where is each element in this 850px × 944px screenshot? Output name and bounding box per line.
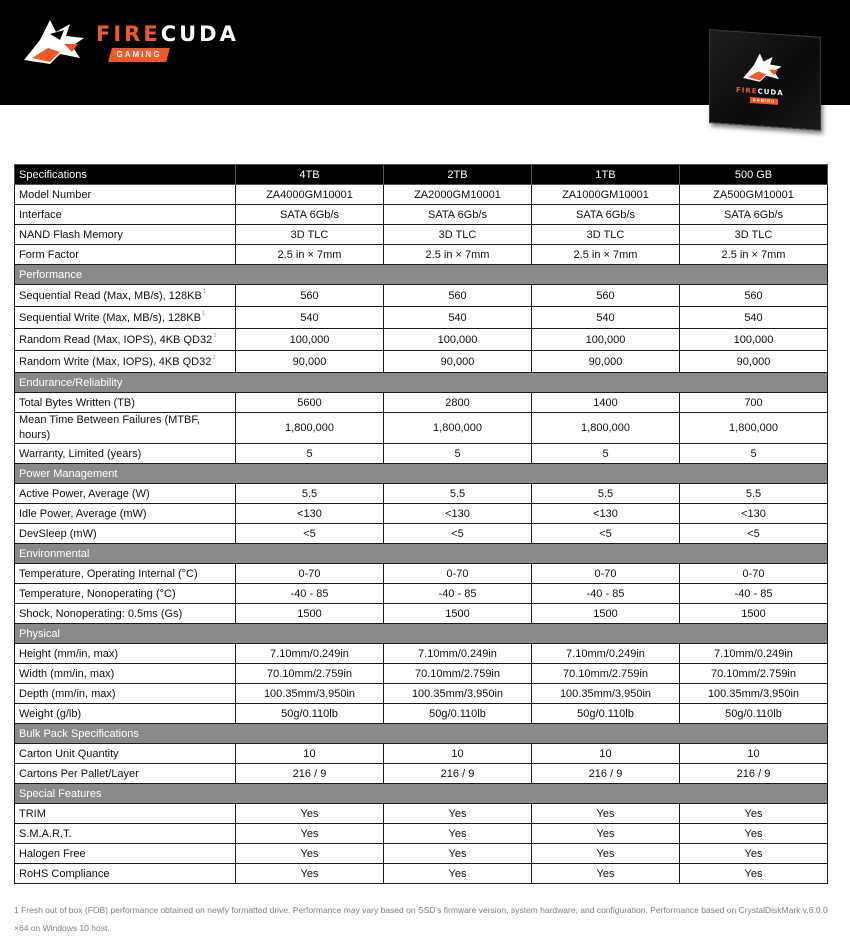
row-label bbox=[15, 351, 236, 373]
header-cell-1tb: 1TB bbox=[532, 165, 680, 185]
row-label bbox=[15, 524, 236, 544]
row-label bbox=[15, 664, 236, 684]
table-row bbox=[15, 225, 828, 245]
row-value: 50g/0.110lb bbox=[384, 704, 532, 724]
row-value: 1,800,000 bbox=[384, 413, 532, 444]
row-value: Yes bbox=[384, 864, 532, 884]
row-value: Yes bbox=[532, 844, 680, 864]
row-value: <5 bbox=[384, 524, 532, 544]
row-value: 90,000 bbox=[236, 351, 384, 373]
row-value: 1,800,000 bbox=[236, 413, 384, 444]
section-fill bbox=[236, 265, 828, 285]
row-value: 7.10mm/0.249in bbox=[384, 644, 532, 664]
row-value: 90,000 bbox=[384, 351, 532, 373]
row-label bbox=[15, 764, 236, 784]
product-drive-image bbox=[709, 29, 821, 131]
section-row bbox=[15, 624, 828, 644]
row-label bbox=[15, 584, 236, 604]
row-label bbox=[15, 604, 236, 624]
row-value: 0-70 bbox=[680, 564, 828, 584]
row-label bbox=[15, 307, 236, 329]
row-label-text: Halogen Free bbox=[19, 847, 86, 860]
header-cell-4tb: 4TB bbox=[236, 165, 384, 185]
table-row bbox=[15, 351, 828, 373]
row-label-text: Carton Unit Quantity bbox=[19, 747, 119, 760]
row-value: Yes bbox=[236, 864, 384, 884]
row-value: 5 bbox=[384, 444, 532, 464]
header-banner bbox=[0, 0, 850, 105]
row-value: 5 bbox=[236, 444, 384, 464]
firecuda-logo bbox=[20, 14, 240, 70]
brand-sub-badge: GAMING bbox=[108, 48, 170, 62]
row-value: 7.10mm/0.249in bbox=[236, 644, 384, 664]
row-value: 5 bbox=[680, 444, 828, 464]
row-value: 90,000 bbox=[680, 351, 828, 373]
row-value: 0-70 bbox=[384, 564, 532, 584]
row-label-text: Sequential Write (Max, MB/s), 128KB bbox=[19, 312, 201, 324]
section-label: Special Features bbox=[15, 784, 236, 804]
row-value: 7.10mm/0.249in bbox=[680, 644, 828, 664]
row-value: 540 bbox=[532, 307, 680, 329]
row-label bbox=[15, 185, 236, 205]
row-value: 5.5 bbox=[236, 484, 384, 504]
table-body bbox=[15, 185, 828, 884]
row-value: Yes bbox=[680, 804, 828, 824]
row-label-text: Active Power, Average (W) bbox=[19, 487, 150, 500]
row-value: 216 / 9 bbox=[680, 764, 828, 784]
table-row bbox=[15, 185, 828, 205]
row-value: Yes bbox=[680, 844, 828, 864]
row-value: SATA 6Gb/s bbox=[384, 205, 532, 225]
table-row bbox=[15, 764, 828, 784]
row-value: -40 - 85 bbox=[680, 584, 828, 604]
table-row bbox=[15, 644, 828, 664]
row-value: 2.5 in × 7mm bbox=[532, 245, 680, 265]
row-value: Yes bbox=[680, 824, 828, 844]
row-value: 560 bbox=[384, 285, 532, 307]
row-label-text: Depth (mm/in, max) bbox=[19, 687, 116, 700]
row-value: 1500 bbox=[680, 604, 828, 624]
row-label bbox=[15, 245, 236, 265]
row-value: 100.35mm/3.950in bbox=[384, 684, 532, 704]
row-value: 5600 bbox=[236, 393, 384, 413]
row-label bbox=[15, 504, 236, 524]
row-value: <130 bbox=[680, 504, 828, 524]
table-row bbox=[15, 864, 828, 884]
row-label bbox=[15, 824, 236, 844]
table-row bbox=[15, 564, 828, 584]
row-value: -40 - 85 bbox=[236, 584, 384, 604]
footnote: 1 Fresh out of box (FOB) performance obtained on newly formatted drive. Performance may vary based on SSD’s firmware version, system hardware, and configuration. Performance based on CrystalDiskMark v.6.0.0 ×64 on Windows 10 host. bbox=[14, 905, 828, 933]
row-value: 70.10mm/2.759in bbox=[680, 664, 828, 684]
row-value: <130 bbox=[384, 504, 532, 524]
row-value: 70.10mm/2.759in bbox=[384, 664, 532, 684]
row-label-text: Form Factor bbox=[19, 248, 79, 261]
row-value: SATA 6Gb/s bbox=[236, 205, 384, 225]
row-value: Yes bbox=[236, 804, 384, 824]
row-value: 100.35mm/3.950in bbox=[680, 684, 828, 704]
row-value: 2800 bbox=[384, 393, 532, 413]
row-value: <5 bbox=[680, 524, 828, 544]
section-label: Performance bbox=[15, 265, 236, 285]
row-label bbox=[15, 684, 236, 704]
drive-dragon-icon bbox=[740, 48, 786, 87]
section-label: Power Management bbox=[15, 464, 236, 484]
table-row bbox=[15, 824, 828, 844]
table-row bbox=[15, 329, 828, 351]
footnote-marker: 1 bbox=[213, 333, 217, 339]
row-value: 50g/0.110lb bbox=[680, 704, 828, 724]
row-value: <130 bbox=[532, 504, 680, 524]
row-value: Yes bbox=[532, 864, 680, 884]
row-label-text: DevSleep (mW) bbox=[19, 527, 97, 540]
row-label-text: Mean Time Between Failures (MTBF, hours) bbox=[19, 414, 200, 441]
row-label bbox=[15, 413, 236, 444]
footnote-marker: 1 bbox=[201, 311, 206, 317]
row-label-text: Model Number bbox=[19, 188, 92, 201]
table-row bbox=[15, 413, 828, 444]
section-fill bbox=[236, 544, 828, 564]
row-label bbox=[15, 864, 236, 884]
table-row bbox=[15, 704, 828, 724]
row-value: 3D TLC bbox=[532, 225, 680, 245]
footnote-marker: 1 bbox=[202, 289, 207, 295]
row-value: 10 bbox=[680, 744, 828, 764]
row-label-text: Interface bbox=[19, 208, 62, 221]
row-label-text: Idle Power, Average (mW) bbox=[19, 507, 147, 520]
row-label-text: Total Bytes Written (TB) bbox=[19, 396, 135, 409]
header-cell-2tb: 2TB bbox=[384, 165, 532, 185]
table-row bbox=[15, 444, 828, 464]
row-label-text: Warranty, Limited (years) bbox=[19, 447, 142, 460]
section-fill bbox=[236, 724, 828, 744]
row-label-text: Temperature, Operating Internal (°C) bbox=[19, 567, 198, 580]
row-value: 70.10mm/2.759in bbox=[532, 664, 680, 684]
row-label-text: NAND Flash Memory bbox=[19, 228, 123, 241]
table-row bbox=[15, 205, 828, 225]
row-value: 1400 bbox=[532, 393, 680, 413]
row-value: 70.10mm/2.759in bbox=[236, 664, 384, 684]
header-cell-specifications: Specifications bbox=[15, 165, 236, 185]
section-row bbox=[15, 784, 828, 804]
row-value: Yes bbox=[384, 844, 532, 864]
row-value: 216 / 9 bbox=[384, 764, 532, 784]
row-label bbox=[15, 484, 236, 504]
row-value: 0-70 bbox=[236, 564, 384, 584]
table-row bbox=[15, 804, 828, 824]
section-fill bbox=[236, 784, 828, 804]
row-value: 560 bbox=[680, 285, 828, 307]
row-value: SATA 6Gb/s bbox=[680, 205, 828, 225]
row-value: 10 bbox=[236, 744, 384, 764]
brand-wordmark: FIRECUDA bbox=[96, 22, 239, 46]
row-value: 3D TLC bbox=[236, 225, 384, 245]
row-value: 560 bbox=[532, 285, 680, 307]
row-value: 100,000 bbox=[680, 329, 828, 351]
specifications-table bbox=[14, 164, 828, 884]
table-row bbox=[15, 285, 828, 307]
row-value: 540 bbox=[384, 307, 532, 329]
row-label bbox=[15, 329, 236, 351]
row-value: Yes bbox=[236, 824, 384, 844]
row-value: 50g/0.110lb bbox=[532, 704, 680, 724]
row-label bbox=[15, 444, 236, 464]
row-label bbox=[15, 644, 236, 664]
row-label bbox=[15, 205, 236, 225]
table-row bbox=[15, 504, 828, 524]
row-label-text: Random Write (Max, IOPS), 4KB QD32 bbox=[19, 356, 212, 368]
row-label bbox=[15, 564, 236, 584]
section-label: Bulk Pack Specifications bbox=[15, 724, 236, 744]
row-value: 0-70 bbox=[532, 564, 680, 584]
row-value: 540 bbox=[680, 307, 828, 329]
row-value: 1,800,000 bbox=[680, 413, 828, 444]
table-row bbox=[15, 744, 828, 764]
section-row bbox=[15, 373, 828, 393]
drive-sub-badge: GAMING bbox=[750, 97, 778, 105]
row-label-text: Shock, Nonoperating: 0.5ms (Gs) bbox=[19, 607, 183, 620]
row-value: SATA 6Gb/s bbox=[532, 205, 680, 225]
row-label-text: Sequential Read (Max, MB/s), 128KB bbox=[19, 290, 202, 302]
row-label-text: RoHS Compliance bbox=[19, 867, 110, 880]
row-label bbox=[15, 744, 236, 764]
row-label-text: Random Read (Max, IOPS), 4KB QD32 bbox=[19, 334, 213, 346]
drive-wordmark: FIRECUDA bbox=[736, 85, 784, 98]
header-cell-500gb: 500 GB bbox=[680, 165, 828, 185]
row-value: 100,000 bbox=[532, 329, 680, 351]
table-row bbox=[15, 393, 828, 413]
section-fill bbox=[236, 373, 828, 393]
table-row bbox=[15, 684, 828, 704]
table-row bbox=[15, 524, 828, 544]
row-value: ZA4000GM10001 bbox=[236, 185, 384, 205]
row-value: 700 bbox=[680, 393, 828, 413]
table-row bbox=[15, 307, 828, 329]
row-label bbox=[15, 393, 236, 413]
row-value: 90,000 bbox=[532, 351, 680, 373]
row-value: 216 / 9 bbox=[532, 764, 680, 784]
row-value: 2.5 in × 7mm bbox=[384, 245, 532, 265]
row-label-text: TRIM bbox=[19, 807, 46, 820]
row-value: Yes bbox=[384, 804, 532, 824]
firecuda-dragon-icon bbox=[20, 14, 90, 70]
row-label bbox=[15, 285, 236, 307]
row-value: -40 - 85 bbox=[532, 584, 680, 604]
row-label bbox=[15, 804, 236, 824]
row-label-text: S.M.A.R.T. bbox=[19, 827, 72, 840]
row-value: 2.5 in × 7mm bbox=[680, 245, 828, 265]
table-row bbox=[15, 604, 828, 624]
row-value: Yes bbox=[384, 824, 532, 844]
row-label-text: Width (mm/in, max) bbox=[19, 667, 115, 680]
row-value: Yes bbox=[532, 824, 680, 844]
section-row bbox=[15, 544, 828, 564]
section-row bbox=[15, 265, 828, 285]
section-label: Endurance/Reliability bbox=[15, 373, 236, 393]
row-value: <130 bbox=[236, 504, 384, 524]
row-value: 5.5 bbox=[384, 484, 532, 504]
row-value: 100,000 bbox=[384, 329, 532, 351]
row-value: 50g/0.110lb bbox=[236, 704, 384, 724]
table-row bbox=[15, 664, 828, 684]
row-value: 3D TLC bbox=[384, 225, 532, 245]
section-label: Physical bbox=[15, 624, 236, 644]
table-row bbox=[15, 844, 828, 864]
row-value: ZA500GM10001 bbox=[680, 185, 828, 205]
row-value: Yes bbox=[236, 844, 384, 864]
row-value: 10 bbox=[384, 744, 532, 764]
row-label bbox=[15, 225, 236, 245]
row-value: 540 bbox=[236, 307, 384, 329]
row-value: 1500 bbox=[384, 604, 532, 624]
section-fill bbox=[236, 624, 828, 644]
row-label bbox=[15, 704, 236, 724]
row-value: -40 - 85 bbox=[384, 584, 532, 604]
table-row bbox=[15, 245, 828, 265]
row-value: 1500 bbox=[532, 604, 680, 624]
row-value: 7.10mm/0.249in bbox=[532, 644, 680, 664]
row-value: 100,000 bbox=[236, 329, 384, 351]
row-label bbox=[15, 844, 236, 864]
table-row bbox=[15, 584, 828, 604]
row-value: <5 bbox=[532, 524, 680, 544]
row-value: 1,800,000 bbox=[532, 413, 680, 444]
table-header-row bbox=[15, 165, 828, 185]
row-value: Yes bbox=[532, 804, 680, 824]
row-value: ZA2000GM10001 bbox=[384, 185, 532, 205]
row-value: 10 bbox=[532, 744, 680, 764]
row-value: ZA1000GM10001 bbox=[532, 185, 680, 205]
row-value: 5.5 bbox=[680, 484, 828, 504]
section-fill bbox=[236, 464, 828, 484]
section-label: Environmental bbox=[15, 544, 236, 564]
row-value: <5 bbox=[236, 524, 384, 544]
row-value: 100.35mm/3.950in bbox=[236, 684, 384, 704]
row-label-text: Temperature, Nonoperating (°C) bbox=[19, 587, 176, 600]
table-row bbox=[15, 484, 828, 504]
row-value: 3D TLC bbox=[680, 225, 828, 245]
footnote-marker: 1 bbox=[212, 355, 216, 361]
row-label-text: Cartons Per Pallet/Layer bbox=[19, 767, 139, 780]
row-value: Yes bbox=[680, 864, 828, 884]
row-value: 560 bbox=[236, 285, 384, 307]
section-row bbox=[15, 724, 828, 744]
row-value: 2.5 in × 7mm bbox=[236, 245, 384, 265]
section-row bbox=[15, 464, 828, 484]
row-value: 100.35mm/3.950in bbox=[532, 684, 680, 704]
row-label-text: Weight (g/lb) bbox=[19, 707, 82, 720]
row-label-text: Height (mm/in, max) bbox=[19, 647, 119, 660]
row-value: 5 bbox=[532, 444, 680, 464]
row-value: 216 / 9 bbox=[236, 764, 384, 784]
row-value: 1500 bbox=[236, 604, 384, 624]
row-value: 5.5 bbox=[532, 484, 680, 504]
